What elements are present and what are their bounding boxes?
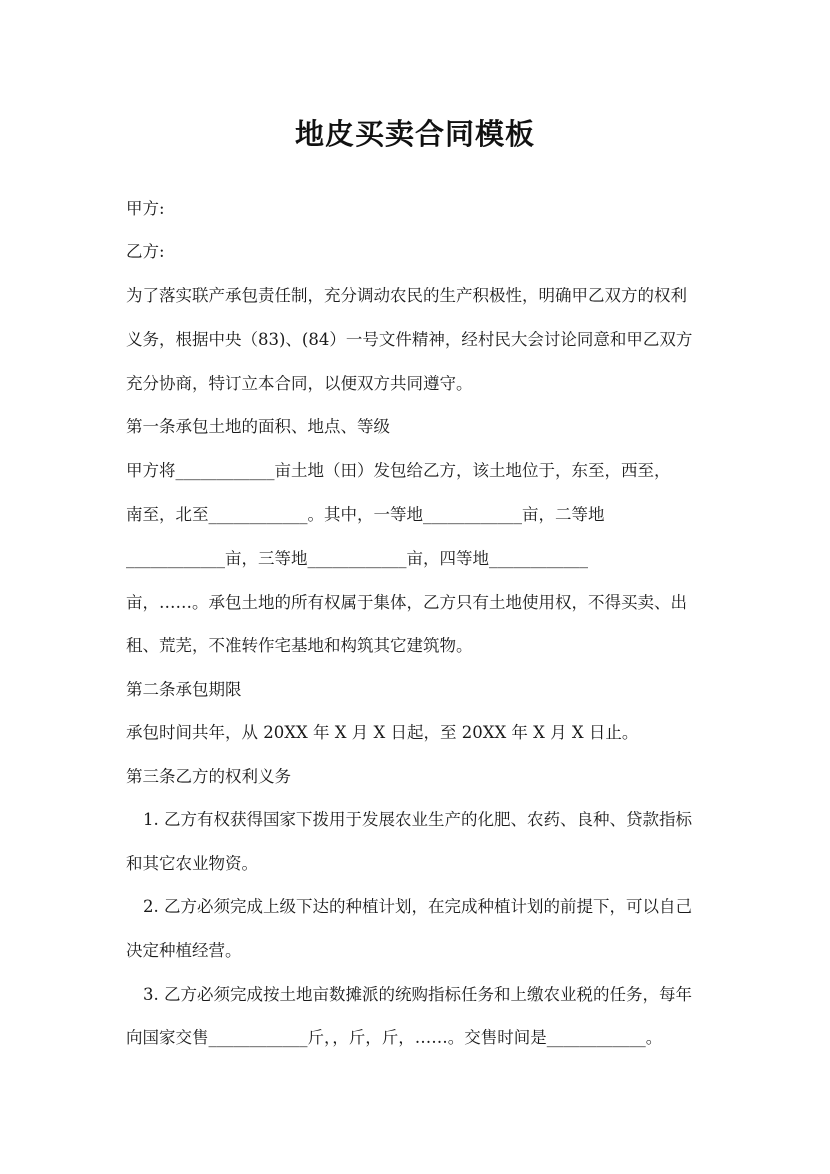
article1-line-1: 甲方将____________亩土地（田）发包给乙方，该土地位于，东至，西至， [126,461,671,480]
article3-item-2-rest: 决定种植经营。 [126,941,242,960]
article3-item-3-first: 3. 乙方必须完成按土地亩数摊派的统购指标任务和上缴农业税的任务，每年 [143,985,692,1004]
article1-heading: 第一条承包土地的面积、地点、等级 [126,417,390,436]
article3-item-2-first: 2. 乙方必须完成上级下达的种植计划，在完成种植计划的前提下，可以自己 [143,897,692,916]
intro-line-3: 充分协商，特订立本合同，以便双方共同遵守。 [126,374,473,393]
intro-line-1: 为了落实联产承包责任制，充分调动农民的生产积极性，明确甲乙双方的权利 [126,286,687,305]
article1-line-3: ____________亩，三等地____________亩，四等地____________ [126,549,588,568]
intro-line-2: 义务，根据中央（83)、(84）一号文件精神，经村民大会讨论同意和甲乙双方 [126,330,693,349]
article1-line-5: 租、荒芜，不准转作宅基地和构筑其它建筑物。 [126,636,473,655]
article3-item-1-rest: 和其它农业物资。 [126,854,258,873]
party-a-label: 甲方: [126,199,165,218]
article2-line-1: 承包时间共年，从 20XX 年 X 月 X 日起，至 20XX 年 X 月 X 日止。 [126,723,639,742]
article1-line-2: 南至，北至____________。其中，一等地____________亩，二等地 [126,505,605,524]
document-title: 地皮买卖合同模板 [294,117,535,151]
party-b-label: 乙方: [126,242,165,261]
article3-heading: 第三条乙方的权利义务 [126,767,291,786]
article1-line-4: 亩，……。承包土地的所有权属于集体，乙方只有土地使用权，不得买卖、出 [126,593,687,612]
article3-item-1-first: 1. 乙方有权获得国家下拨用于发展农业生产的化肥、农药、良种、贷款指标 [143,810,692,829]
article2-heading: 第二条承包期限 [126,680,242,699]
article3-item-3-rest: 向国家交售____________斤，，斤，斤，……。交售时间是____________。 [126,1028,663,1047]
